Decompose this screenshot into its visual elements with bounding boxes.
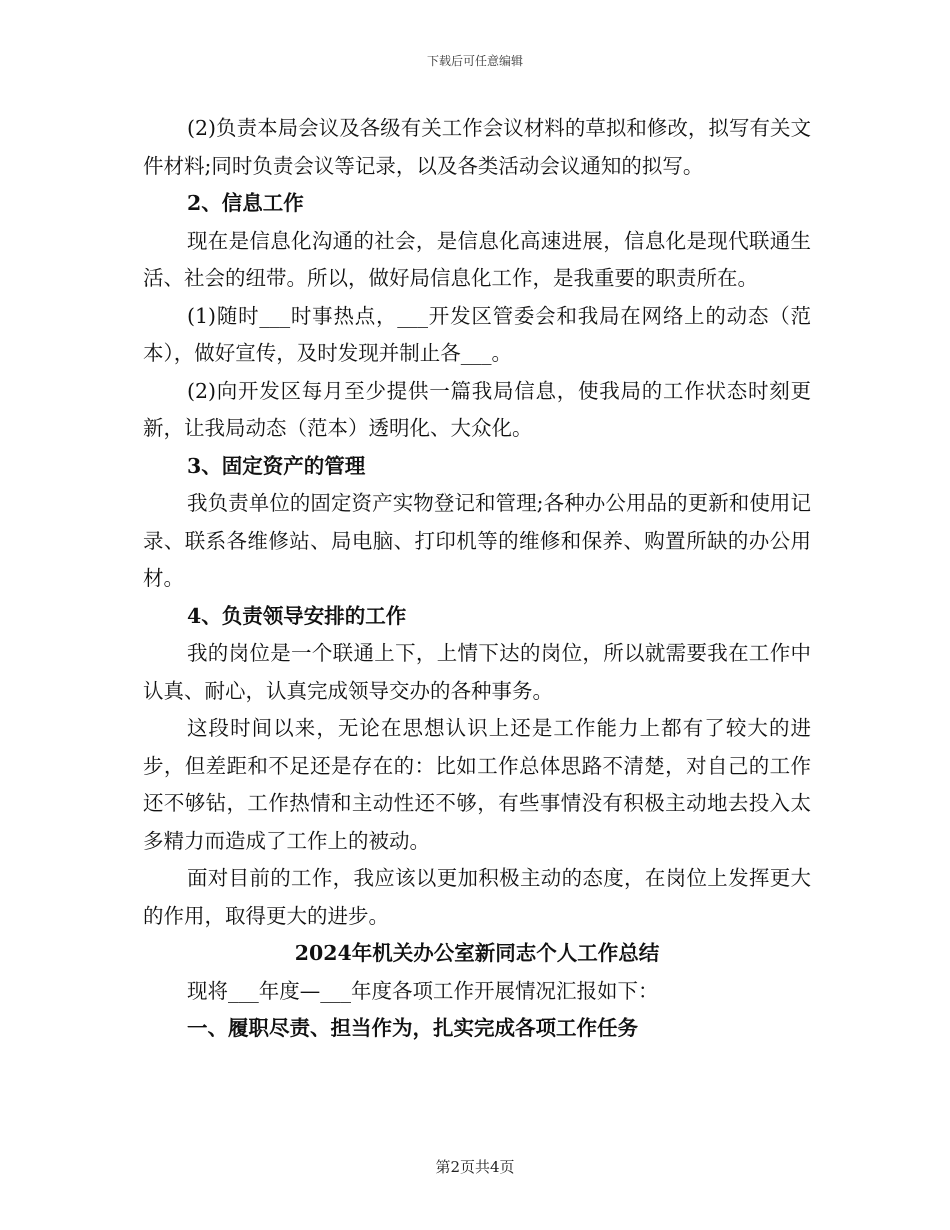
paragraph-fixed-assets: 我负责单位的固定资产实物登记和管理;各种办公用品的更新和使用记录、联系各维修站、局电脑、打印机等的维修和保养、购置所缺的办公用材。 bbox=[143, 491, 811, 590]
section-heading-leader-tasks: 4、负责领导安排的工作 bbox=[187, 603, 407, 628]
section-heading-duties: 一、履职尽责、担当作为，扎实完成各项工作任务 bbox=[187, 1016, 638, 1040]
page-header: 下载后可任意编辑 bbox=[426, 54, 523, 68]
paragraph-progress-shortcomings: 这段时间以来，无论在思想认识上还是工作能力上都有了较大的进步，但差距和不足还是存在的：比如工作总体思路不清楚，对自己的工作还不够钻，工作热情和主动性还不够，有些事情没有积极主动地去投入太多精力而造成了工作上的被动。 bbox=[143, 716, 811, 853]
paragraph-information-intro: 现在是信息化沟通的社会，是信息化高速进展，信息化是现代联通生活、社会的纽带。所以，做好局信息化工作，是我重要的职责所在。 bbox=[143, 228, 811, 290]
paragraph-future-attitude: 面对目前的工作，我应该以更加积极主动的态度，在岗位上发挥更大的作用，取得更大的进步。 bbox=[143, 866, 811, 928]
section-heading-fixed-assets: 3、固定资产的管理 bbox=[187, 453, 366, 478]
paragraph-monthly-info: (2)向开发区每月至少提供一篇我局信息，使我局的工作状态时刻更新，让我局动态（范本）透明化、大众化。 bbox=[143, 378, 811, 440]
paragraph-hot-topics: (1)随时___时事热点，___开发区管委会和我局在网络上的动态（范本），做好宣传，及时发现并制止各___。 bbox=[143, 303, 811, 365]
paragraph-position: 我的岗位是一个联通上下，上情下达的岗位，所以就需要我在工作中认真、耐心，认真完成领导交办的各种事务。 bbox=[143, 641, 811, 703]
paragraph-meeting-materials: (2)负责本局会议及各级有关工作会议材料的草拟和修改，拟写有关文件材料;同时负责会议等记录，以及各类活动会议通知的拟写。 bbox=[143, 116, 811, 178]
page-footer: 第2页共4页 bbox=[435, 1158, 515, 1176]
section-heading-information-work: 2、信息工作 bbox=[187, 191, 304, 215]
document-title: 2024年机关办公室新同志个人工作总结 bbox=[294, 941, 660, 965]
document-body bbox=[143, 110, 811, 1048]
paragraph-report-intro: 现将___年度—___年度各项工作开展情况汇报如下： bbox=[187, 978, 659, 1003]
